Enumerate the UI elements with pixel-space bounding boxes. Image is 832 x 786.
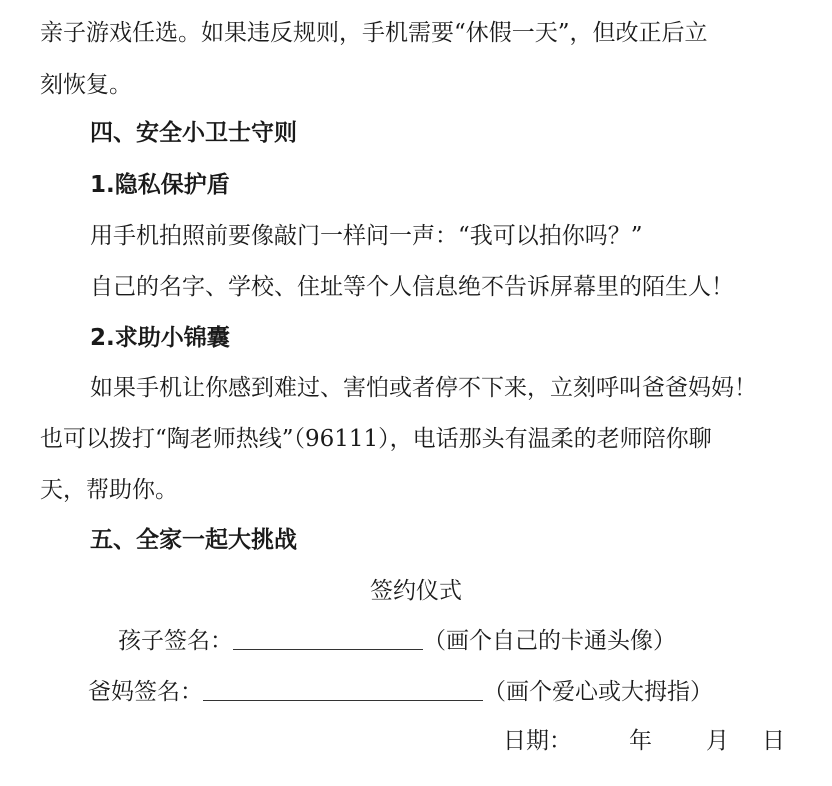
signing-title: 签约仪式 <box>370 578 462 604</box>
paragraph-line: 也可以拨打“陶老师热线”（96111），电话那头有温柔的老师陪你聊 <box>40 426 712 452</box>
paragraph-line: 天，帮助你。 <box>40 477 178 503</box>
paragraph-line: 亲子游戏任选。如果违反规则，手机需要“休假一天”，但改正后立 <box>40 20 708 46</box>
parent-signature-note: （画个爱心或大拇指） <box>483 679 713 705</box>
subheading-help: 2.求助小锦囊 <box>90 325 230 351</box>
paragraph-line: 自己的名字、学校、住址等个人信息绝不告诉屏幕里的陌生人！ <box>90 274 734 300</box>
section-heading-5: 五、全家一起大挑战 <box>90 527 297 553</box>
date-day: 日 <box>762 728 785 754</box>
subheading-privacy: 1.隐私保护盾 <box>90 172 230 198</box>
parent-signature-row <box>88 677 748 707</box>
paragraph-line: 用手机拍照前要像敲门一样问一声：“我可以拍你吗？” <box>90 223 643 249</box>
child-signature-note: （画个自己的卡通头像） <box>423 628 676 654</box>
date-month: 月 <box>706 728 729 754</box>
parent-signature-label: 爸妈签名： <box>88 679 203 705</box>
child-signature-blank[interactable] <box>233 627 423 650</box>
date-year: 年 <box>629 728 652 754</box>
child-signature-row <box>118 626 738 656</box>
date-label: 日期： <box>503 728 572 754</box>
paragraph-line: 刻恢复。 <box>40 72 132 98</box>
child-signature-label: 孩子签名： <box>118 628 233 654</box>
section-heading-4: 四、安全小卫士守则 <box>90 120 297 146</box>
date-row <box>503 726 785 756</box>
paragraph-line: 如果手机让你感到难过、害怕或者停不下来，立刻呼叫爸爸妈妈！ <box>90 375 757 401</box>
parent-signature-blank[interactable] <box>203 678 483 701</box>
